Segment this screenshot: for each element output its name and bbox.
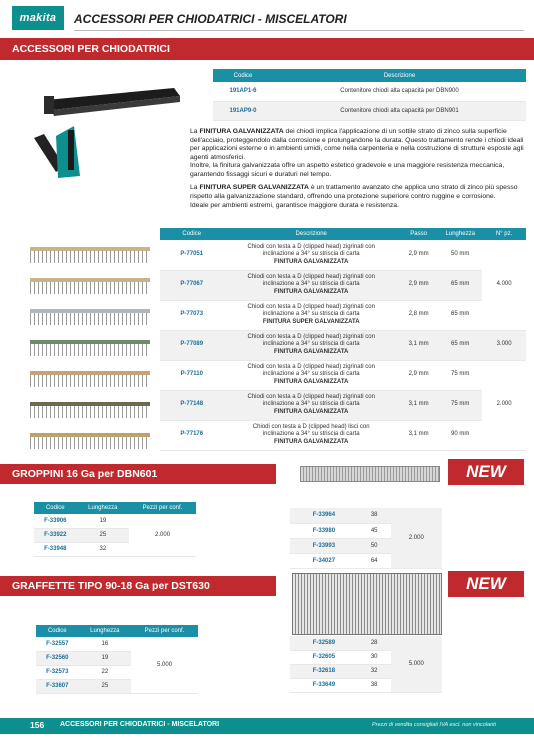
table-row <box>160 420 526 450</box>
product-code: F-33906 <box>34 514 77 528</box>
product-code: F-33607 <box>36 679 79 693</box>
text: è un trattamento avanzato che applica uno strato di zinco più spesso rispetto alla galvanizzazione standard, offrendo una protezione superiore contro ruggine e corrosione. <box>190 184 518 200</box>
footer-title: ACCESSORI PER CHIODATRICI - MISCELATORI <box>60 721 220 728</box>
product-description <box>224 270 399 300</box>
section-title: ACCESSORI PER CHIODATRICI <box>12 43 170 55</box>
table-row <box>290 508 442 523</box>
length: 50 <box>358 538 391 553</box>
col-header: Descrizione <box>224 228 399 240</box>
desc-line: Chiodi con testa a D (clipped head) zigrinati con <box>247 363 375 370</box>
length: 75 mm <box>438 390 482 420</box>
length: 28 <box>358 636 391 650</box>
product-code: 191AP9-0 <box>213 101 273 120</box>
product-description <box>224 300 399 330</box>
groppini-table-right <box>290 508 442 569</box>
length: 65 mm <box>438 330 482 360</box>
col-header: Lunghezza <box>79 625 131 637</box>
product-code: F-32557 <box>36 637 79 651</box>
quantity: 4.000 <box>482 240 526 330</box>
pitch: 2,9 mm <box>399 270 438 300</box>
table-row <box>34 514 196 528</box>
col-header: Pezzi per conf. <box>129 502 196 514</box>
length: 64 <box>358 553 391 568</box>
length: 25 <box>77 528 129 542</box>
desc-line: inclinazione a 34° su striscia di carta <box>262 431 360 438</box>
col-header: Lunghezza <box>438 228 482 240</box>
length: 90 mm <box>438 420 482 450</box>
nail-strip-image <box>30 309 150 325</box>
length: 50 mm <box>438 240 482 270</box>
table-row <box>290 636 442 650</box>
pitch: 2,9 mm <box>399 240 438 270</box>
product-code: F-32560 <box>36 651 79 665</box>
price-disclaimer: Prezzi di vendita consigliati IVA escl. non vincolanti <box>372 722 496 728</box>
title-divider <box>74 30 524 31</box>
product-description <box>224 420 399 450</box>
length: 16 <box>79 637 131 651</box>
paragraph-galvanized <box>190 128 526 179</box>
graffette-table-right <box>290 636 442 693</box>
product-description: Contenitore chiodi alta capacità per DBN901 <box>273 101 526 120</box>
product-description <box>224 240 399 270</box>
nails-table <box>160 228 526 451</box>
table-row <box>160 270 526 300</box>
length: 75 mm <box>438 360 482 390</box>
length: 38 <box>358 508 391 523</box>
new-badge: NEW <box>448 571 524 597</box>
desc-line: inclinazione a 34° su striscia di carta <box>262 401 360 408</box>
quantity: 2.000 <box>391 508 442 568</box>
length: 30 <box>358 650 391 664</box>
containers-table <box>213 69 526 121</box>
finish-label: FINITURA GALVANIZZATA <box>274 348 349 355</box>
finish-label: FINITURA GALVANIZZATA <box>274 378 349 385</box>
product-code: F-33993 <box>290 538 358 553</box>
section-title: GROPPINI 16 Ga per DBN601 <box>12 468 158 480</box>
desc-line: inclinazione a 34° su striscia di carta <box>262 371 360 378</box>
length: 45 <box>358 523 391 538</box>
length: 25 <box>79 679 131 693</box>
text: La <box>190 128 200 135</box>
product-code: P-77067 <box>160 270 224 300</box>
desc-line: Chiodi con testa a D (clipped head) lisci con <box>252 423 370 430</box>
nailer-magazine-image <box>34 86 184 178</box>
table-row <box>160 330 526 360</box>
col-header: Codice <box>160 228 224 240</box>
col-header: Codice <box>213 69 273 82</box>
table-row <box>160 360 526 390</box>
product-code: F-33922 <box>34 528 77 542</box>
desc-line: Chiodi con testa a D (clipped head) zigrinati con <box>247 333 375 340</box>
product-code: P-77176 <box>160 420 224 450</box>
table-row <box>160 240 526 270</box>
col-header: Passo <box>399 228 438 240</box>
pitch: 2,8 mm <box>399 300 438 330</box>
quantity: 2.000 <box>482 360 526 450</box>
finish-description <box>190 128 526 215</box>
quantity: 5.000 <box>391 636 442 692</box>
quantity: 3.000 <box>482 330 526 360</box>
table-row <box>36 637 198 651</box>
product-code: F-32573 <box>36 665 79 679</box>
new-badge: NEW <box>448 459 524 485</box>
pitch: 2,9 mm <box>399 360 438 390</box>
col-header: Codice <box>36 625 79 637</box>
desc-line: Chiodi con testa a D (clipped head) zigrinati con <box>247 273 375 280</box>
length: 22 <box>79 665 131 679</box>
col-header: N° pz. <box>482 228 526 240</box>
col-header: Codice <box>34 502 77 514</box>
length: 65 mm <box>438 270 482 300</box>
desc-line: inclinazione a 34° su striscia di carta <box>262 341 360 348</box>
page-number: 156 <box>30 720 45 730</box>
section-bar-nailer-accessories <box>0 38 534 60</box>
table-row <box>160 390 526 420</box>
text: dei chiodi implica l'applicazione di un sottile strato di zinco sulla superficie dell'acciaio, proteggendolo dalla corrosione e prolungandone la durata. Questo trattamento rende i chiodi ideali per applicazioni esterne o in ambienti umidi, come nella carpenteria e nella costruzione di strutture esposte agli agenti atmosferici. <box>190 128 524 161</box>
length: 19 <box>77 514 129 528</box>
length: 38 <box>358 678 391 692</box>
product-code: P-77073 <box>160 300 224 330</box>
product-code: F-32589 <box>290 636 358 650</box>
product-code: F-33980 <box>290 523 358 538</box>
length: 32 <box>77 542 129 556</box>
desc-line: inclinazione a 34° su striscia di carta <box>262 311 360 318</box>
product-description <box>224 390 399 420</box>
finish-label: FINITURA GALVANIZZATA <box>274 258 349 265</box>
desc-line: Chiodi con testa a D (clipped head) zigrinati con <box>247 303 375 310</box>
nail-strip-image <box>30 278 150 294</box>
table-row <box>213 101 526 120</box>
paragraph-super-galvanized <box>190 184 526 210</box>
table-row <box>160 300 526 330</box>
text: Ideale per ambienti estremi, garantisce maggiore durata e resistenza. <box>190 201 399 209</box>
product-description <box>224 360 399 390</box>
finish-label: FINITURA GALVANIZZATA <box>274 408 349 415</box>
quantity: 5.000 <box>131 637 198 693</box>
nail-strip-image <box>30 247 150 263</box>
desc-line: Chiodi con testa a D (clipped head) zigrinati con <box>247 393 375 400</box>
groppini-table-left <box>34 502 196 557</box>
product-code: P-77148 <box>160 390 224 420</box>
section-bar-graffette <box>0 576 276 596</box>
length: 19 <box>79 651 131 665</box>
nail-strip-image <box>30 371 150 387</box>
product-code: F-33649 <box>290 678 358 692</box>
emphasis: FINITURA SUPER GALVANIZZATA <box>199 184 309 192</box>
finish-label: FINITURA GALVANIZZATA <box>274 288 349 295</box>
finish-label: FINITURA SUPER GALVANIZZATA <box>262 318 360 325</box>
length: 65 mm <box>438 300 482 330</box>
nail-strip-image <box>30 340 150 356</box>
nail-strip-image <box>30 433 150 449</box>
pitch: 3,1 mm <box>399 390 438 420</box>
product-code: 191AP1-6 <box>213 82 273 101</box>
emphasis: FINITURA GALVANIZZATA <box>199 128 284 135</box>
product-code: F-32605 <box>290 650 358 664</box>
product-code: P-77110 <box>160 360 224 390</box>
desc-line: inclinazione a 34° su striscia di carta <box>262 281 360 288</box>
product-description: Contenitore chiodi alta capacità per DBN900 <box>273 82 526 101</box>
product-code: P-77051 <box>160 240 224 270</box>
table-row <box>213 82 526 101</box>
nail-strip-image <box>30 402 150 418</box>
text: Inoltre, la finitura galvanizzata offre un aspetto estetico gradevole e una maggiore resistenza meccanica, garantendo fissaggi sicuri e duraturi nel tempo. <box>190 162 505 178</box>
product-code: F-33964 <box>290 508 358 523</box>
length: 32 <box>358 664 391 678</box>
pitch: 3,1 mm <box>399 330 438 360</box>
brad-strip-image <box>300 466 440 482</box>
section-title: GRAFFETTE TIPO 90-18 Ga per DST630 <box>12 580 210 592</box>
col-header: Pezzi per conf. <box>131 625 198 637</box>
graffette-table-left <box>36 625 198 694</box>
desc-line: inclinazione a 34° su striscia di carta <box>262 251 360 257</box>
product-code: F-33948 <box>34 542 77 556</box>
finish-label: FINITURA GALVANIZZATA <box>274 438 349 445</box>
pitch: 3,1 mm <box>399 420 438 450</box>
product-code: F-34027 <box>290 553 358 568</box>
text: La <box>190 184 200 192</box>
col-header: Lunghezza <box>77 502 129 514</box>
section-bar-groppini <box>0 464 276 484</box>
quantity: 2.000 <box>129 514 196 556</box>
staple-strip-image <box>292 573 442 635</box>
product-code: F-32618 <box>290 664 358 678</box>
col-header: Descrizione <box>273 69 526 82</box>
product-description <box>224 330 399 360</box>
page-title: ACCESSORI PER CHIODATRICI - MISCELATORI <box>74 12 347 26</box>
makita-logo: makita <box>12 6 64 30</box>
desc-line: Chiodi con testa a D (clipped head) zigrinati con <box>247 243 375 250</box>
product-code: P-77089 <box>160 330 224 360</box>
